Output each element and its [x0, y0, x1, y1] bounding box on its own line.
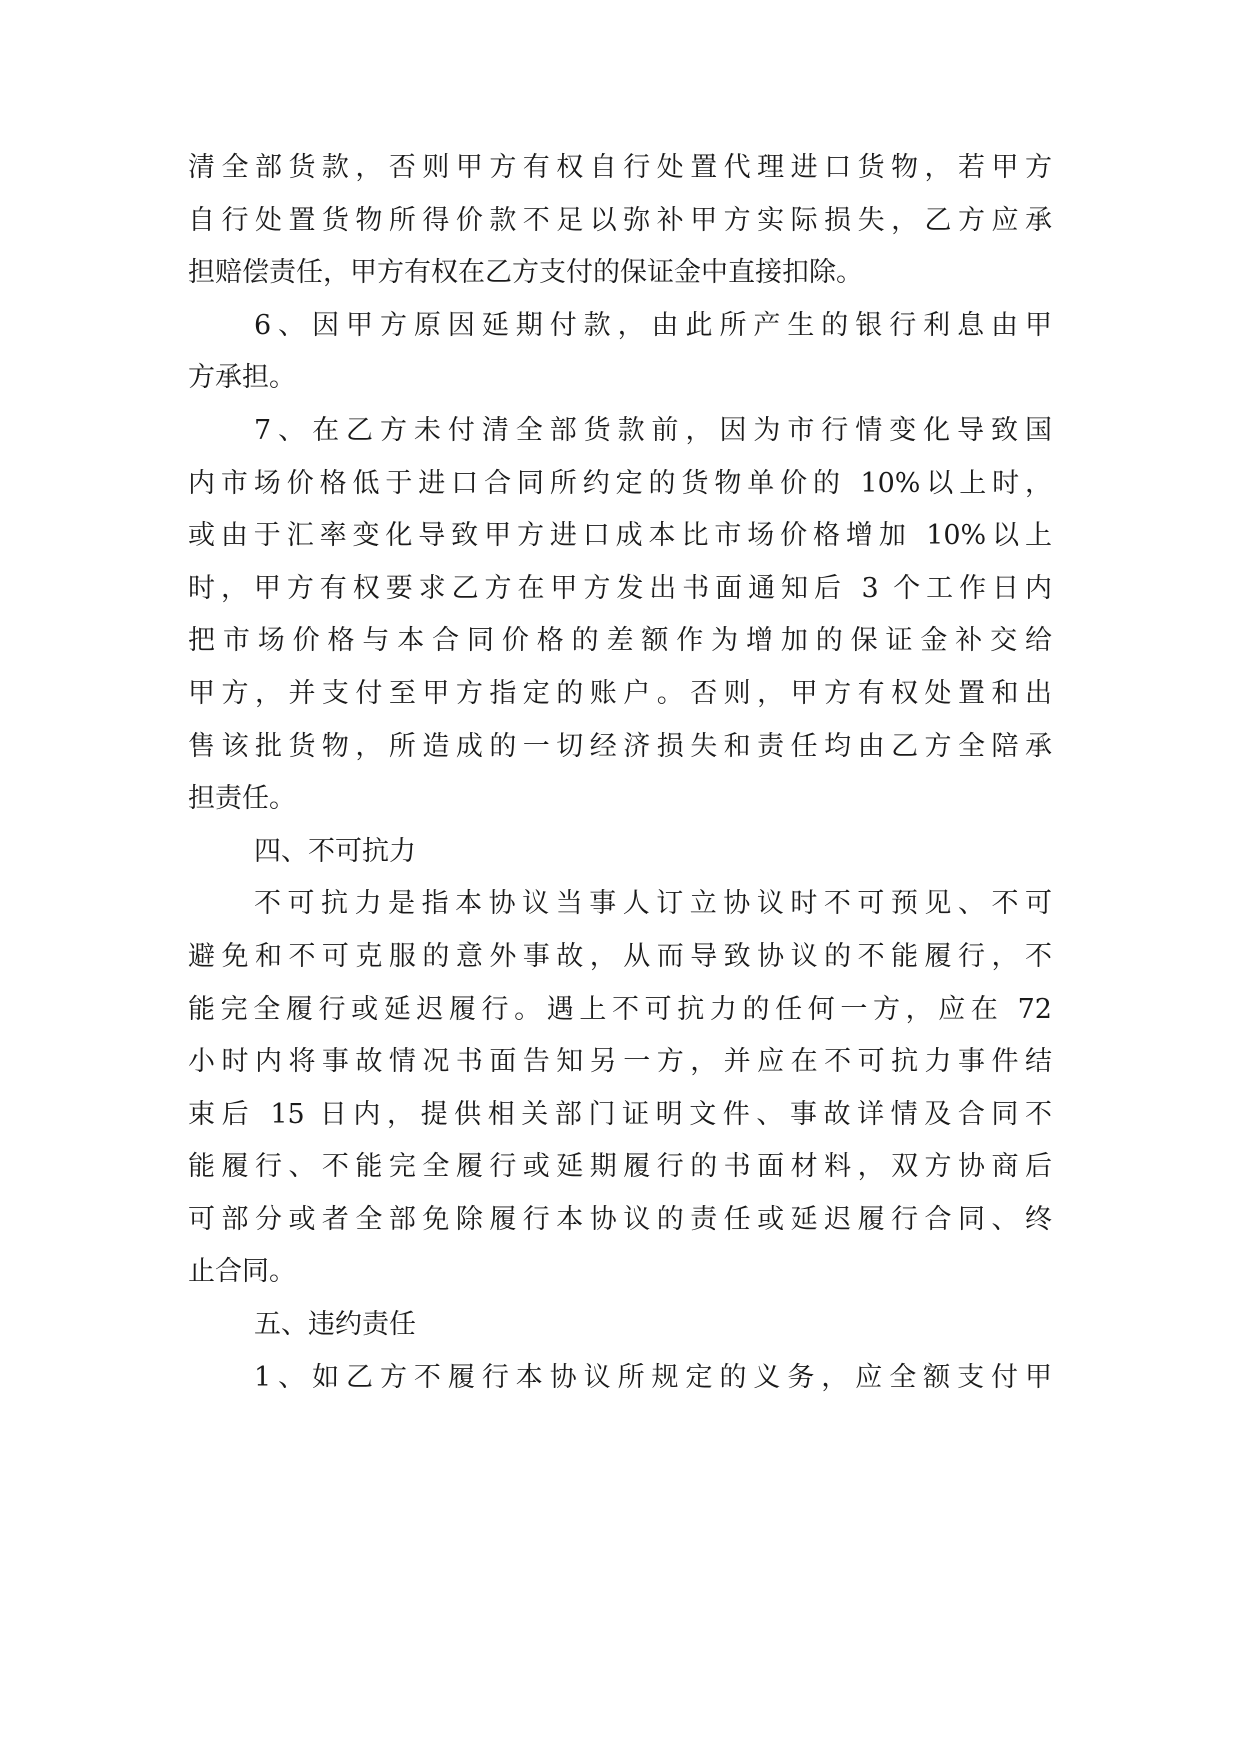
text-line: 内市场价格低于进口合同所约定的货物单价的 10%以上时，: [188, 467, 1052, 499]
document-page: [188, 142, 1052, 1404]
text-line: 清全部货款，否则甲方有权自行处置代理进口货物，若甲方: [188, 152, 1052, 183]
text-line: 把市场价格与本合同价格的差额作为增加的保证金补交给: [188, 625, 1052, 657]
text-line: 担赔偿责任，甲方有权在乙方支付的保证金中直接扣除。: [188, 257, 863, 289]
clause-6: [188, 300, 1052, 405]
text-line: 能履行、不能完全履行或延期履行的书面材料，双方协商后: [188, 1151, 1052, 1183]
text-line: 束后 15 日内，提供相关部门证明文件、事故详情及合同不: [188, 1098, 1052, 1130]
text-line: 自行处置货物所得价款不足以弥补甲方实际损失，乙方应承: [188, 204, 1052, 236]
text-line: 能完全履行或延迟履行。遇上不可抗力的任何一方，应在 72: [188, 993, 1052, 1025]
text-line: 方承担。: [188, 362, 296, 394]
text-line: 小时内将事故情况书面告知另一方，并应在不可抗力事件结: [188, 1046, 1052, 1078]
text-line: 不可抗力是指本协议当事人订立协议时不可预见、不可: [254, 888, 1052, 920]
text-line: 可部分或者全部免除履行本协议的责任或延迟履行合同、终: [188, 1203, 1052, 1235]
text-line: 止合同。: [188, 1256, 296, 1288]
text-line: 四、不可抗力: [254, 835, 416, 867]
text-line: 时，甲方有权要求乙方在甲方发出书面通知后 3 个工作日内: [188, 572, 1052, 604]
section-heading-breach: [188, 1299, 1052, 1352]
breach-clause-1: [188, 1352, 1052, 1405]
text-line: 售该批货物，所造成的一切经济损失和责任均由乙方全陪承: [188, 730, 1052, 762]
clause-7: [188, 405, 1052, 826]
text-line: 1、如乙方不履行本协议所规定的义务，应全额支付甲: [254, 1361, 1052, 1393]
text-line: 6、因甲方原因延期付款，由此所产生的银行利息由甲: [254, 309, 1052, 341]
text-line: 担责任。: [188, 783, 296, 815]
paragraph-continuation: [188, 142, 1052, 300]
text-line: 避免和不可克服的意外事故，从而导致协议的不能履行，不: [188, 940, 1052, 972]
text-line: 7、在乙方未付清全部货款前，因为市行情变化导致国: [254, 414, 1052, 446]
section-heading-force-majeure: [188, 826, 1052, 879]
text-line: 五、违约责任: [254, 1309, 416, 1341]
force-majeure-body: [188, 878, 1052, 1299]
text-line: 或由于汇率变化导致甲方进口成本比市场价格增加 10%以上: [188, 520, 1052, 552]
text-line: 甲方，并支付至甲方指定的账户。否则，甲方有权处置和出: [188, 677, 1052, 709]
